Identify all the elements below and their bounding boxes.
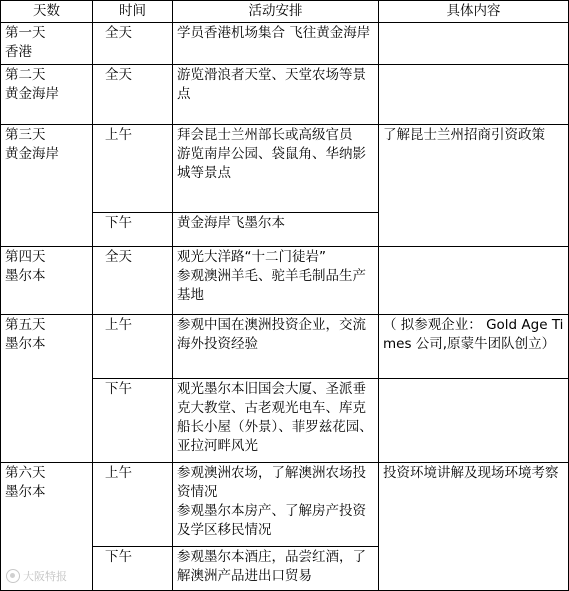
time-cell: 上午	[93, 125, 173, 213]
activity-text: 参观澳洲羊毛、驼羊毛制品生产基地	[177, 268, 366, 303]
header-row	[1, 1, 569, 23]
activity-text: 观光大洋路“十二门徒岩”	[177, 249, 326, 265]
time-cell: 上午	[93, 463, 173, 547]
activity-cell	[173, 547, 379, 591]
table-row	[1, 463, 569, 547]
activity-text: 参观墨尔本酒庄，品尝红酒，了解澳洲产品进出口贸易	[177, 549, 366, 584]
activity-text: 游览滑浪者天堂、天堂农场等景点	[177, 67, 366, 102]
table-row	[1, 65, 569, 125]
activity-text: 参观墨尔本房产、了解房产投资及学区移民情况	[177, 503, 366, 538]
activity-cell	[173, 125, 379, 213]
time-cell: 全天	[93, 65, 173, 125]
day-label: 第三天	[5, 127, 46, 143]
table-row	[1, 23, 569, 65]
day-cell	[1, 315, 93, 463]
day-label: 第一天	[5, 25, 46, 41]
table-row	[1, 315, 569, 379]
watermark	[6, 568, 67, 584]
time-cell: 全天	[93, 23, 173, 65]
detail-text: 投资环境讲解及现场环境考察	[383, 465, 559, 481]
activity-cell	[173, 379, 379, 463]
detail-text: 了解昆士兰州招商引资政策	[383, 127, 545, 143]
detail-cell	[379, 463, 569, 591]
activity-text: 拜会昆士兰州部长或高级官员	[177, 127, 353, 143]
detail-cell	[379, 23, 569, 65]
time-cell: 下午	[93, 213, 173, 247]
day-label: 第六天	[5, 465, 46, 481]
day-label: 第五天	[5, 317, 46, 333]
city-label: 香港	[5, 44, 32, 60]
detail-cell	[379, 65, 569, 125]
header-detail: 具体内容	[379, 1, 569, 23]
city-label: 墨尔本	[5, 268, 46, 284]
activity-cell	[173, 65, 379, 125]
day-label: 第二天	[5, 67, 46, 83]
activity-cell	[173, 463, 379, 547]
detail-cell	[379, 379, 569, 463]
activity-text: 参观中国在澳洲投资企业，交流海外投资经验	[177, 317, 366, 352]
day-label: 第四天	[5, 249, 46, 265]
activity-cell	[173, 315, 379, 379]
detail-cell	[379, 125, 569, 247]
activity-text: 学员香港机场集合 飞往黄金海岸	[177, 25, 371, 41]
activity-text: 观光墨尔本旧国会大厦、圣派垂克大教堂、古老观光电车、库克船长小屋（外景）、菲罗兹花园、亚拉河畔风光	[177, 381, 373, 454]
time-cell: 下午	[93, 547, 173, 591]
city-label: 墨尔本	[5, 336, 46, 352]
time-cell: 下午	[93, 379, 173, 463]
detail-text: （ 拟参观企业： Gold Age Times 公司,原蒙牛团队创立）	[383, 317, 564, 352]
time-cell: 上午	[93, 315, 173, 379]
activity-text: 黄金海岸飞墨尔本	[177, 215, 285, 231]
activity-cell	[173, 23, 379, 65]
activity-cell	[173, 247, 379, 315]
day-cell	[1, 247, 93, 315]
header-time: 时间	[93, 1, 173, 23]
activity-cell	[173, 213, 379, 247]
activity-text: 游览南岸公园、袋鼠角、华纳影城等景点	[177, 146, 366, 181]
table-row	[1, 247, 569, 315]
header-day: 天数	[1, 1, 93, 23]
city-label: 墨尔本	[5, 484, 46, 500]
detail-cell	[379, 247, 569, 315]
city-label: 黄金海岸	[5, 86, 59, 102]
day-cell	[1, 23, 93, 65]
city-label: 黄金海岸	[5, 146, 59, 162]
time-cell: 全天	[93, 247, 173, 315]
detail-cell	[379, 315, 569, 379]
weibo-icon	[6, 569, 20, 583]
watermark-text: 大阪特报	[23, 570, 67, 583]
header-activity: 活动安排	[173, 1, 379, 23]
day-cell	[1, 65, 93, 125]
table-row	[1, 125, 569, 213]
activity-text: 参观澳洲农场，了解澳洲农场投资情况	[177, 465, 366, 500]
day-cell	[1, 125, 93, 247]
